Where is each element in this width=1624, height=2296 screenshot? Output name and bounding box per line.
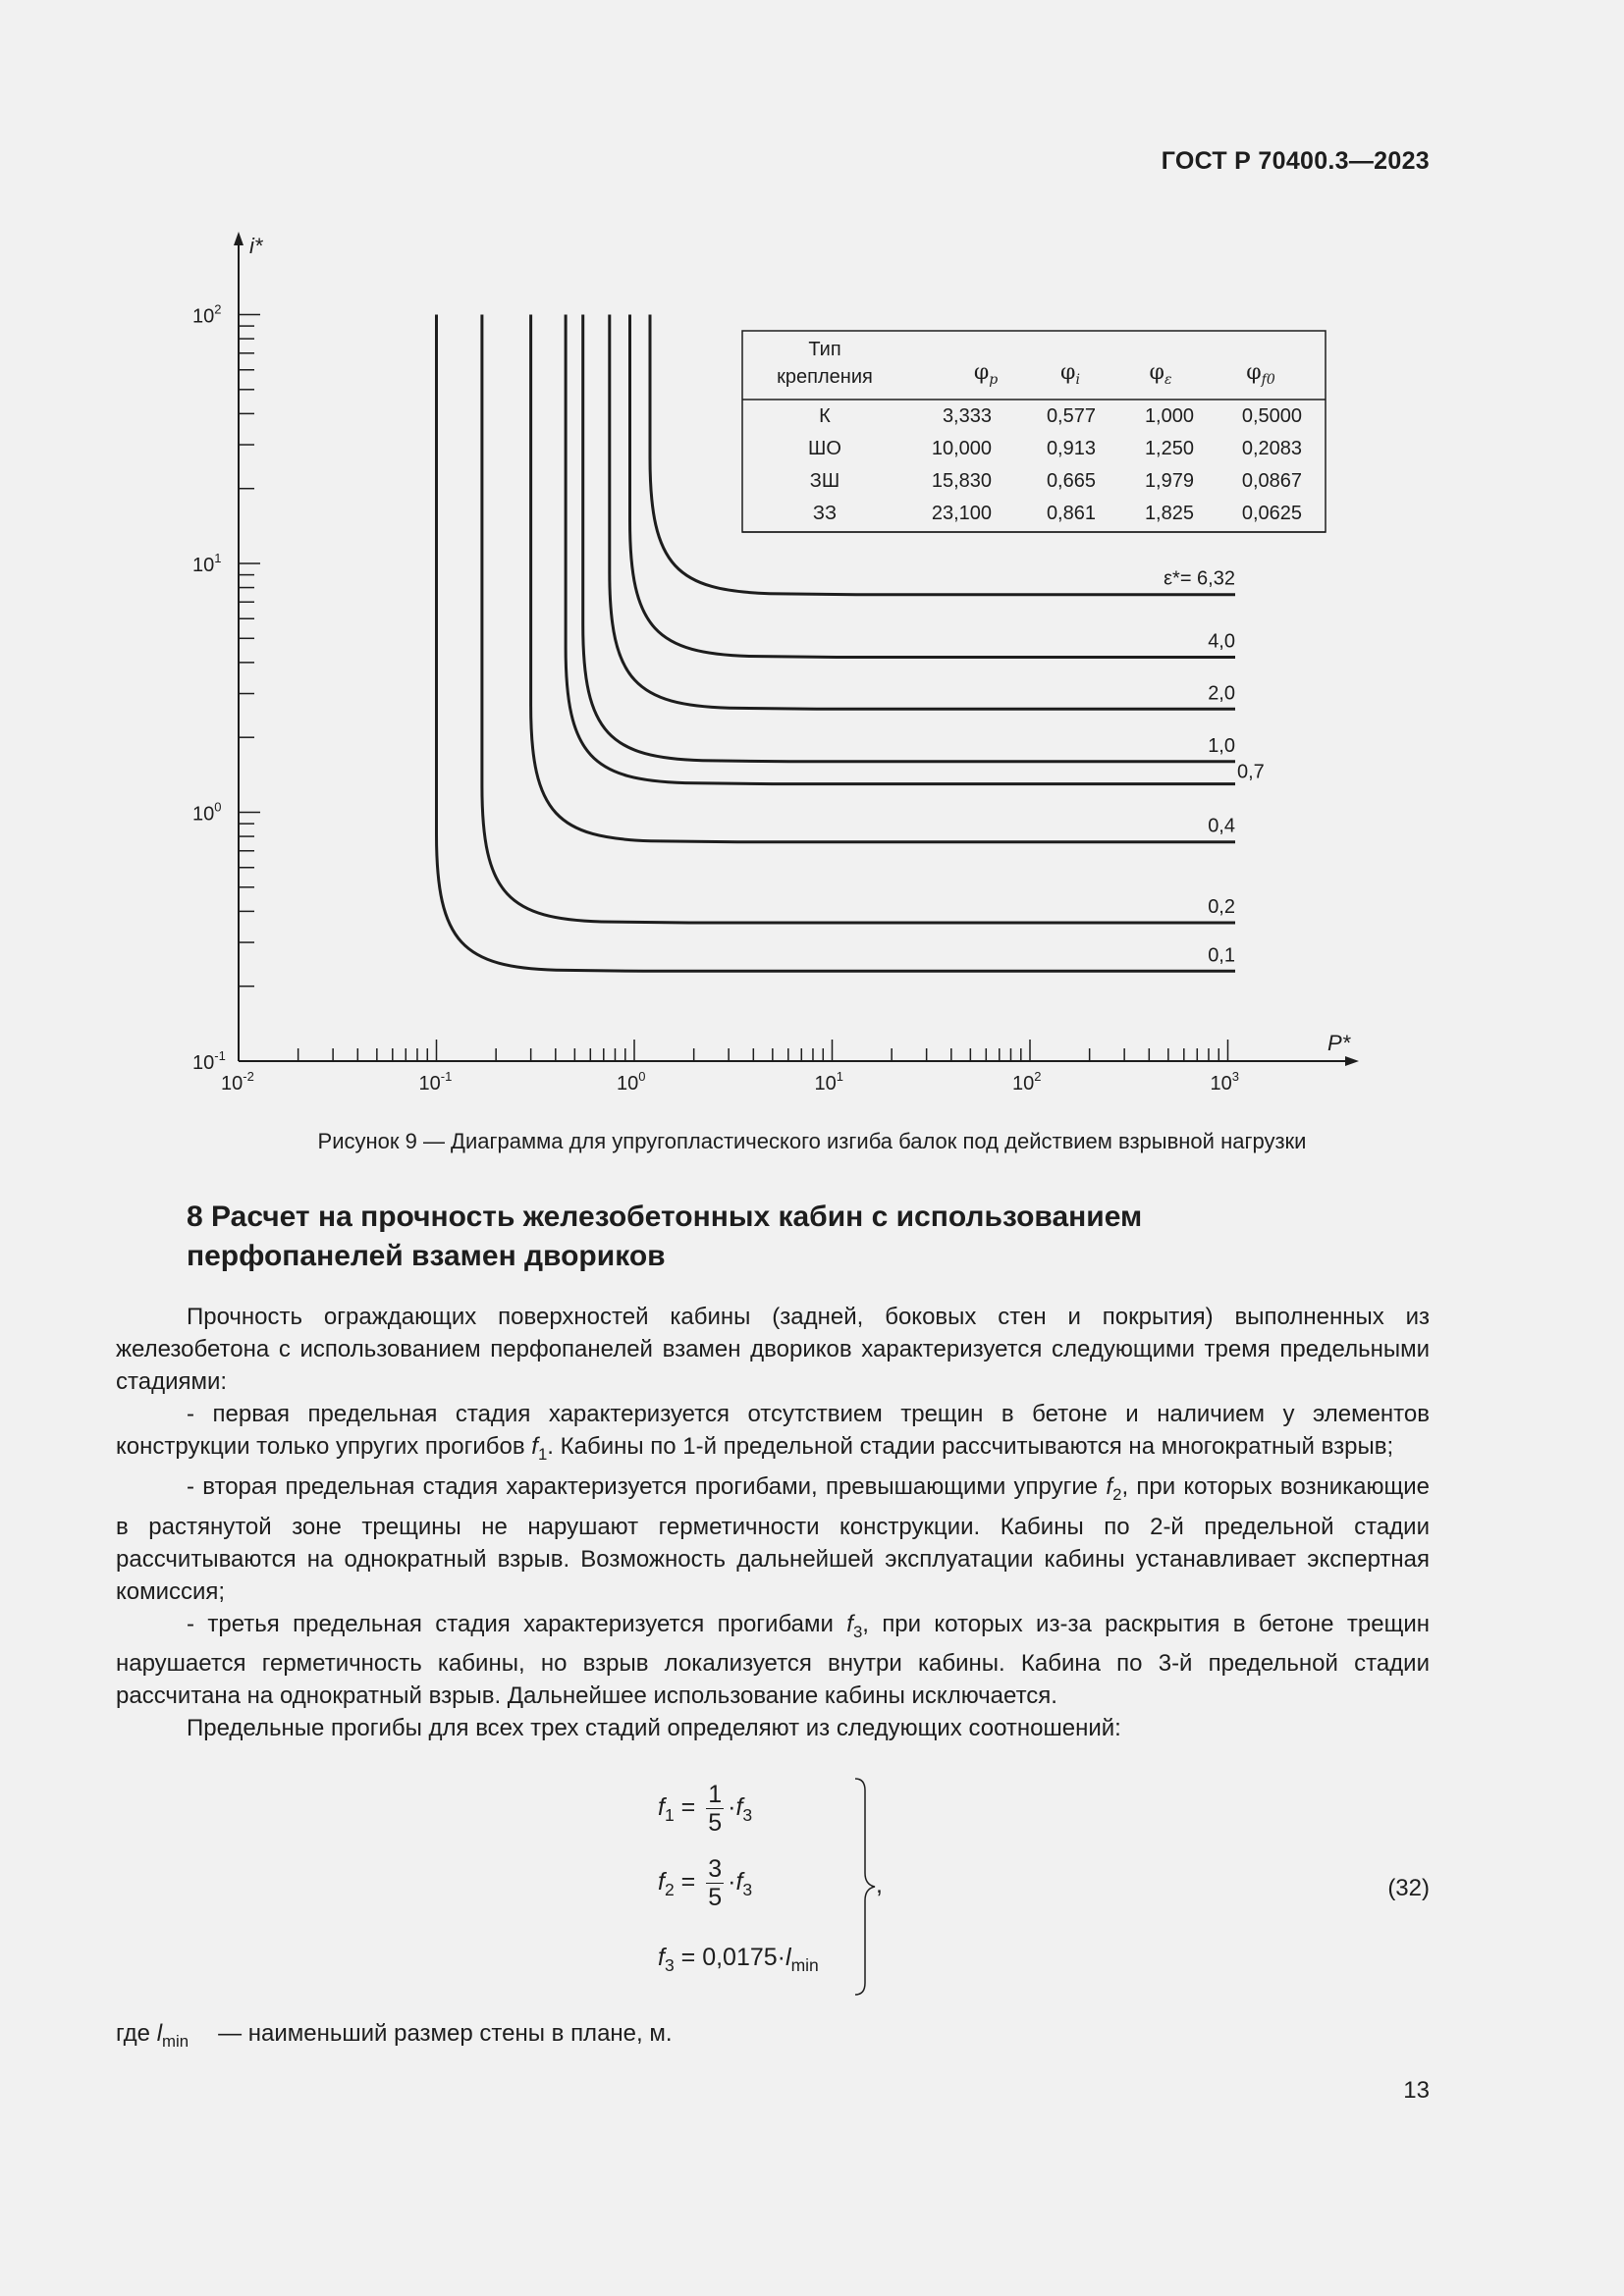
table-header-cell: крепления (777, 366, 873, 388)
table-header-cell: $\varphi_{f0}$ (1246, 360, 1275, 388)
document-id: ГОСТ Р 70400.3—2023 (1161, 147, 1430, 175)
table-header-cell: Тип (808, 339, 841, 360)
table-header-cell: $\varphi_\varepsilon$ (1149, 360, 1172, 388)
table-cell: 1,979 (1144, 470, 1194, 492)
table-cell: 1,825 (1144, 503, 1194, 524)
paragraph: Прочность ограждающих поверхностей кабины (задней, боковых стен и покрытия) выполненных из железобетона с использованием перфопанелей взамен двориков характеризуется следующими тремя предельными стадиями: (116, 1304, 1430, 1395)
x-axis-label: P* (1327, 1031, 1351, 1055)
x-tick-label: $10^{-2}$ (221, 1069, 254, 1095)
table-cell: 0,577 (1046, 405, 1096, 427)
x-tick-label: $10^1$ (814, 1069, 843, 1095)
formula-row-1: $f_1$ = $\frac{1}{5}$ $\cdot f_3$ (658, 1781, 753, 1837)
x-axis-arrow (1345, 1056, 1359, 1066)
curve-label: 0,7 (1237, 761, 1265, 783)
table-cell: ЗЗ (812, 503, 838, 524)
table-cell: 0,0625 (1241, 503, 1302, 524)
formula-row-3: $f_3 = 0,0175\cdot l_{min}$ (658, 1944, 819, 1975)
table-cell: 0,665 (1046, 470, 1096, 492)
table-header-cell: $\varphi_i$ (1060, 360, 1080, 388)
paragraph: - вторая предельная стадия характеризуется прогибами, превышающими упругие $f_2$, при которых возникающие в растянутой зоне трещины не нарушают герметичности конструкции. Кабины по 2-й предельной стадии рассчитываются на однократный взрыв. Возможность дальнейшей эксплуатации кабины устанавливает экспертная комиссия; (116, 1472, 1431, 1605)
formula-32: $f_1$ = $\frac{1}{5}$ $\cdot f_3$ $f_2$ = $\frac{3}{5}$ $\cdot f_3$ $f_3 = 0,0175\cdot l_{min}$ , (658, 1777, 893, 2002)
paragraph: Предельные прогибы для всех трех стадий определяют из следующих соотношений: (187, 1715, 1121, 1742)
table-cell: 10,000 (931, 438, 992, 459)
table-cell: К (819, 405, 831, 427)
table-cell: 23,100 (931, 503, 992, 524)
table-header-cell: $\varphi_p$ (973, 360, 999, 388)
formula-row-2: $f_2$ = $\frac{3}{5}$ $\cdot f_3$ (658, 1855, 753, 1911)
table-cell: 1,250 (1144, 438, 1194, 459)
y-tick-label: $10^{-1}$ (192, 1048, 226, 1074)
y-tick-label: $10^2$ (192, 301, 222, 328)
table-cell: ШО (808, 438, 841, 459)
curve-label: 0,1 (1208, 944, 1235, 967)
x-tick-label: $10^3$ (1210, 1069, 1239, 1095)
curve-label: 2,0 (1208, 682, 1235, 705)
table-cell: 1,000 (1144, 405, 1194, 427)
table-cell: 15,830 (931, 470, 992, 492)
body-text (116, 1301, 1430, 1744)
table-cell: 0,0867 (1241, 470, 1302, 492)
table-cell: 0,5000 (1241, 405, 1302, 427)
paragraph: - первая предельная стадия характеризуется отсутствием трещин в бетоне и наличием у элементов конструкции только упругих прогибов $f_1$. Кабины по 1-й предельной стадии рассчитываются на многократный взрыв; (116, 1401, 1430, 1464)
figure-caption: Рисунок 9 — Диаграмма для упругопластического изгиба балок под действием взрывной нагрузки (317, 1129, 1307, 1153)
paragraph: - третья предельная стадия характеризуется прогибами $f_3$, при которых из-за раскрытия в бетоне трещин нарушается герметичность кабины, но взрыв локализуется внутри кабины. Кабина по 3-й предельной стадии рассчитана на однократный взрыв. Дальнейшее использование кабины исключается. (116, 1610, 1430, 1710)
y-axis-arrow (234, 232, 244, 245)
where-definition: где $l_{min}$ — наименьший размер стены в плане, м. (116, 2020, 673, 2051)
table-cell: ЗШ (809, 470, 840, 492)
curve-label: 4,0 (1208, 630, 1235, 653)
page-number: 13 (1403, 2077, 1430, 2104)
table-cell: 0,2083 (1241, 438, 1302, 459)
table-cell: 3,333 (942, 405, 992, 427)
section-title: 8 Расчет на прочность железобетонных кабин с использованием перфопанелей взамен двориков (187, 1201, 1143, 1272)
equation-number: (32) (1387, 1875, 1430, 1901)
x-tick-label: $10^0$ (617, 1069, 646, 1095)
x-tick-label: $10^2$ (1012, 1069, 1042, 1095)
curve-label: ε*= 6,32 (1164, 567, 1235, 590)
x-tick-label: $10^{-1}$ (418, 1069, 453, 1095)
y-tick-label: $10^1$ (192, 551, 222, 576)
y-tick-label: $10^0$ (192, 799, 222, 826)
table-cell: 0,861 (1046, 503, 1096, 524)
curve-label: 0,4 (1208, 815, 1235, 837)
table-cell: 0,913 (1046, 438, 1096, 459)
curve-label: 1,0 (1208, 734, 1235, 757)
curve-label: 0,2 (1208, 895, 1235, 918)
y-axis-label: i* (249, 234, 263, 258)
elastoplastic-diagram (0, 0, 1624, 1119)
mount-type-table (742, 331, 1326, 532)
